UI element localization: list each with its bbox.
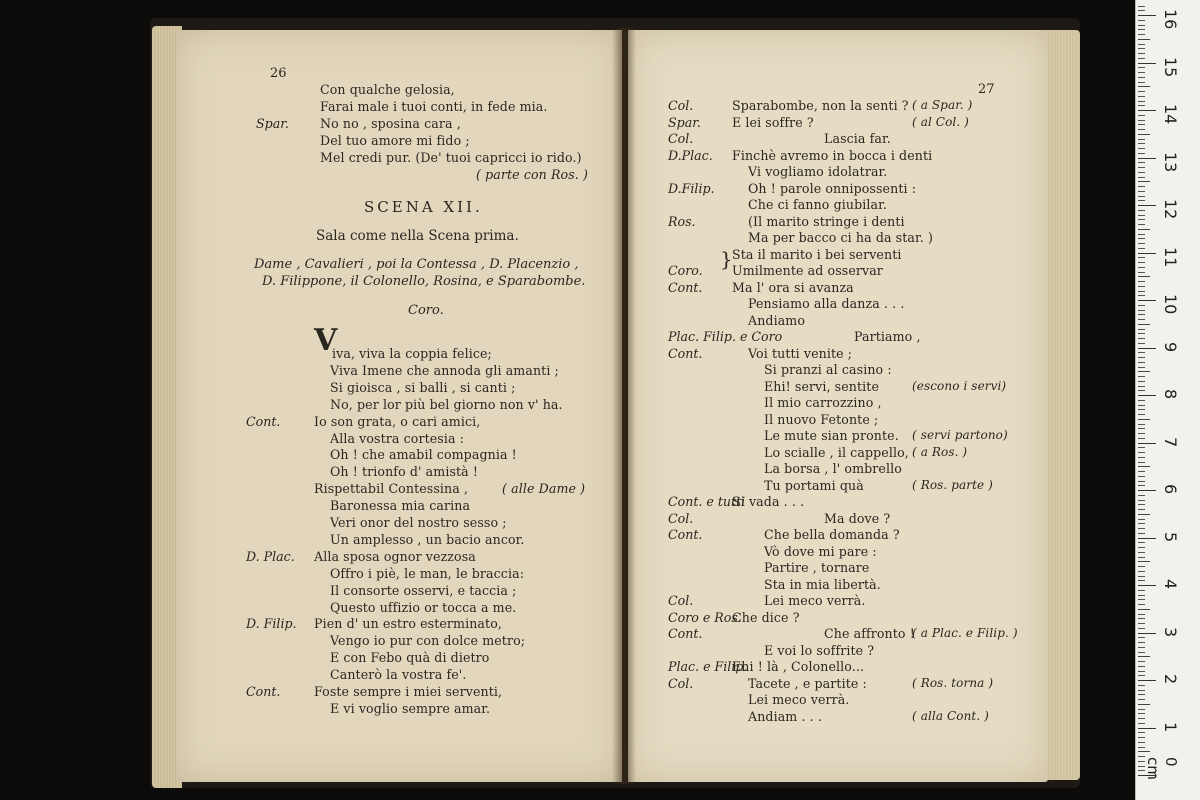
verse-line: Io son grata, o cari amici, [314, 413, 481, 429]
ruler-tick [1138, 438, 1145, 439]
left-page [176, 30, 622, 782]
verse-line: E lei soffre ? [732, 114, 814, 130]
verse-line: Con qualche gelosia, [320, 82, 455, 97]
ruler-number: 9 [1161, 341, 1180, 352]
ruler-tick [1138, 614, 1145, 615]
verse-line: Sta in mia libertà. [764, 576, 881, 592]
verse-line: Il mio carrozzino , [764, 395, 882, 410]
ruler-tick [1138, 443, 1156, 444]
verse-line: Pien d' un estro esterminato, [314, 616, 502, 632]
ruler-tick [1138, 196, 1145, 197]
drop-capital: V [314, 323, 338, 358]
verse-line: Vengo io pur con dolce metro; [330, 633, 526, 649]
ruler-number: 1 [1161, 721, 1180, 732]
speaker-label: Cont. e tutti [668, 494, 746, 509]
ruler-tick [1138, 333, 1145, 334]
ruler-tick [1138, 291, 1145, 292]
ruler-tick [1138, 134, 1150, 135]
speaker-label: Coro. [668, 263, 703, 278]
ruler-tick [1138, 671, 1145, 672]
ruler-tick [1138, 523, 1145, 524]
stage-direction: ( Ros. torna ) [912, 675, 994, 690]
ruler-tick [1138, 58, 1145, 59]
ruler-tick [1138, 139, 1145, 140]
ruler-tick [1138, 623, 1145, 624]
ruler-tick [1138, 72, 1145, 73]
stage-direction: ( a Ros. ) [912, 444, 968, 459]
verse-line: Che affronto ! [824, 626, 915, 641]
ruler-tick [1138, 34, 1145, 35]
ruler-number: 14 [1161, 104, 1180, 125]
verse-line: Lascia far. [824, 131, 891, 146]
ruler-tick [1138, 20, 1145, 21]
ruler-tick [1138, 348, 1156, 349]
ruler-tick [1138, 419, 1150, 420]
ruler-tick [1138, 376, 1145, 377]
ruler-tick [1138, 272, 1145, 273]
verse-line: Mel credi pur. (De' tuoi capricci io rido.) [320, 150, 582, 165]
ruler-tick [1138, 305, 1145, 306]
ruler-tick [1138, 723, 1145, 724]
ruler-tick [1138, 329, 1145, 330]
verse-line: Veri onor del nostro sesso ; [330, 515, 507, 530]
verse-line: Offro i piè, le man, le braccia: [330, 565, 525, 581]
ruler-tick [1138, 495, 1145, 496]
ruler-tick [1138, 476, 1145, 477]
verse-line: E con Febo quà di dietro [330, 650, 490, 666]
ruler-tick [1138, 48, 1145, 49]
ruler-tick [1138, 561, 1150, 562]
ruler-tick [1138, 566, 1145, 567]
ruler-tick [1138, 409, 1145, 410]
ruler-tick [1138, 519, 1145, 520]
ruler-tick [1138, 500, 1145, 501]
ruler-tick [1138, 685, 1145, 686]
ruler-number: 16 [1161, 9, 1180, 30]
right-page [628, 30, 1048, 782]
verse-line: Ma dove ? [824, 510, 891, 526]
ruler-tick [1138, 609, 1150, 610]
ruler-tick [1138, 751, 1150, 752]
ruler-tick [1138, 324, 1150, 325]
ruler-tick [1138, 452, 1145, 453]
ruler-number: 10 [1161, 294, 1180, 315]
verse-line: Umilmente ad osservar [732, 263, 883, 278]
ruler-tick [1138, 713, 1145, 714]
ruler-tick [1138, 595, 1145, 596]
ruler-tick [1138, 462, 1145, 463]
speaker-label: Spar. [256, 116, 289, 131]
stage-direction: ( a Spar. ) [912, 98, 973, 112]
ruler-tick [1138, 433, 1145, 434]
stage-direction: ( servi partono) [912, 428, 1008, 442]
ruler-tick [1138, 694, 1145, 695]
ruler-tick [1138, 675, 1145, 676]
verse-line: Ehi ! là , Colonello... [732, 659, 865, 674]
ruler-tick [1138, 386, 1145, 387]
ruler-tick [1138, 29, 1145, 30]
verse-line: Che ci fanno giubilar. [748, 197, 887, 212]
characters-line: Dame , Cavalieri , poi la Contessa , D. Placenzio , [254, 257, 579, 272]
ruler-number: 8 [1161, 389, 1180, 400]
ruler-tick [1138, 314, 1145, 315]
ruler-tick [1138, 599, 1145, 600]
verse-line: Oh ! che amabil compagnia ! [330, 447, 517, 463]
ruler-tick [1138, 690, 1145, 691]
verse-line: Si vada . . . [732, 494, 805, 509]
verse-line: No, per lor più bel giorno non v' ha. [330, 396, 563, 412]
ruler-tick [1138, 181, 1150, 182]
speaker-label: Col. [668, 593, 694, 608]
speaker-label: D. Plac. [246, 548, 295, 564]
stage-direction: ( alla Cont. ) [912, 708, 989, 723]
ruler-tick [1138, 533, 1145, 534]
ruler-tick [1138, 286, 1145, 287]
speaker-label: Cont. [246, 413, 281, 429]
ruler-tick [1138, 514, 1150, 515]
ruler-tick [1138, 238, 1145, 239]
verse-line: iva, viva la coppia felice; [332, 346, 492, 361]
verse-line: Si gioisca , si balli , si canti ; [330, 379, 516, 395]
verse-line: Alla vostra cortesia : [330, 430, 465, 446]
verse-line: E vi voglio sempre amar. [330, 700, 491, 716]
ruler-tick [1138, 590, 1145, 591]
ruler-tick [1138, 224, 1145, 225]
ruler-tick [1138, 215, 1145, 216]
verse-line: Partire , tornare [764, 560, 870, 575]
verse-line: Del tuo amore mi fido ; [320, 133, 470, 148]
verse-line: Farai male i tuoi conti, in fede mia. [320, 99, 548, 114]
ruler-tick [1138, 737, 1145, 738]
ruler-tick [1138, 6, 1145, 7]
verse-line: Finchè avremo in bocca i denti [732, 147, 933, 163]
ruler-tick [1138, 504, 1145, 505]
verse-line: Alla sposa ognor vezzosa [314, 548, 476, 564]
ruler-tick [1138, 115, 1145, 116]
ruler-tick [1138, 637, 1145, 638]
speaker-label: Spar. [668, 114, 701, 130]
ruler-tick [1138, 257, 1145, 258]
ruler-tick [1138, 110, 1156, 111]
ruler-tick [1138, 186, 1145, 187]
ruler-tick [1138, 732, 1145, 733]
speaker-label: Cont. [668, 527, 703, 542]
ruler-tick [1138, 580, 1145, 581]
ruler-tick [1138, 709, 1145, 710]
ruler-tick [1138, 44, 1145, 45]
ruler-tick [1138, 53, 1145, 54]
ruler-tick [1138, 424, 1145, 425]
verse-line: Sta il marito i bei serventi [732, 246, 902, 262]
ruler-tick [1138, 10, 1145, 11]
ruler-tick [1138, 281, 1145, 282]
ruler-tick [1138, 367, 1145, 368]
ruler-tick [1138, 177, 1145, 178]
verse-line: Voi tutti venite ; [748, 345, 853, 361]
ruler-tick [1138, 319, 1145, 320]
speaker-label: Cont. [668, 279, 703, 295]
verse-line: Pensiamo alla danza . . . [748, 296, 905, 311]
ruler-tick [1138, 680, 1156, 681]
ruler-tick [1138, 509, 1145, 510]
ruler-tick [1138, 362, 1145, 363]
speaker-label: D. Filip. [246, 616, 297, 632]
ruler-number: 5 [1161, 531, 1180, 542]
verse-line: Viva Imene che annoda gli amanti ; [330, 362, 559, 378]
measurement-ruler [1135, 0, 1200, 800]
ruler-tick [1138, 604, 1145, 605]
page-number: 26 [270, 66, 287, 81]
verse-line: Lei meco verrà. [764, 593, 866, 608]
ruler-tick [1138, 576, 1145, 577]
book-gutter [612, 28, 636, 784]
speaker-label: Col. [668, 675, 694, 691]
ruler-tick [1138, 191, 1145, 192]
ruler-tick [1138, 618, 1145, 619]
ruler-tick [1138, 267, 1145, 268]
ruler-tick [1138, 248, 1145, 249]
verse-line: Rispettabil Contessina , [314, 481, 469, 497]
stage-direction: ( parte con Ros. ) [476, 167, 589, 182]
verse-line: Che dice ? [732, 609, 800, 625]
ruler-tick [1138, 381, 1145, 382]
ruler-tick [1138, 63, 1156, 64]
ruler-tick [1138, 666, 1145, 667]
verse-line: Il consorte osservi, e taccia ; [330, 582, 517, 598]
ruler-tick [1138, 82, 1145, 83]
ruler-tick [1138, 647, 1145, 648]
stage-direction: (escono i servi) [912, 378, 1007, 393]
ruler-tick [1138, 428, 1145, 429]
speaker-label: Ros. [668, 213, 696, 229]
ruler-tick [1138, 210, 1145, 211]
ruler-tick [1138, 414, 1145, 415]
ruler-tick [1138, 15, 1156, 16]
verse-line: Oh ! trionfo d' amistà ! [330, 464, 479, 480]
verse-line: Foste sempre i miei serventi, [314, 684, 503, 699]
verse-line: Ma l' ora si avanza [732, 279, 854, 295]
ruler-tick [1138, 571, 1145, 572]
ruler-tick [1138, 628, 1145, 629]
ruler-tick [1138, 357, 1145, 358]
ruler-tick [1138, 457, 1145, 458]
verse-line: Oh ! parole onnipossenti : [748, 180, 917, 196]
ruler-tick [1138, 129, 1145, 130]
speaker-label: Cont. [668, 626, 703, 641]
ruler-tick [1138, 481, 1145, 482]
ruler-tick [1138, 656, 1150, 657]
ruler-tick [1138, 101, 1145, 102]
ruler-tick [1138, 67, 1145, 68]
ruler-tick [1138, 25, 1145, 26]
verse-line: Sparabombe, non la senti ? [732, 98, 909, 113]
ruler-tick [1138, 229, 1150, 230]
scene-title: SCENA XII. [364, 198, 483, 216]
ruler-number: 11 [1161, 246, 1180, 267]
ruler-tick [1138, 91, 1145, 92]
ruler-tick [1138, 395, 1156, 396]
ruler-tick [1138, 153, 1145, 154]
chorus-brace: } [720, 246, 733, 271]
ruler-tick [1138, 343, 1145, 344]
ruler-tick [1138, 148, 1145, 149]
ruler-tick [1138, 699, 1145, 700]
ruler-number: 2 [1161, 674, 1180, 685]
ruler-number: 4 [1161, 579, 1180, 590]
ruler-tick [1138, 547, 1145, 548]
speaker-label: Col. [668, 131, 694, 146]
speaker-label: Cont. [668, 345, 703, 361]
ruler-number: 15 [1161, 56, 1180, 77]
ruler-tick [1138, 447, 1145, 448]
ruler-tick [1138, 528, 1145, 529]
verse-line: Vò dove mi pare : [764, 543, 877, 559]
ruler-number: 6 [1161, 484, 1180, 495]
stage-direction: ( al Col. ) [912, 114, 969, 129]
verse-line: Canterò la vostra fe'. [330, 667, 467, 683]
ruler-tick [1138, 172, 1145, 173]
ruler-number: 12 [1161, 199, 1180, 220]
ruler-tick [1138, 661, 1145, 662]
ruler-tick [1138, 633, 1156, 634]
ruler-tick [1138, 262, 1145, 263]
ruler-tick [1138, 96, 1145, 97]
verse-line: Lo scialle , il cappello, [764, 444, 909, 460]
ruler-tick [1138, 390, 1145, 391]
speaker-label: Plac. Filip. e Coro [668, 329, 783, 344]
stage-direction: ( a Plac. e Filip. ) [912, 626, 1018, 640]
verse-line: Tu portami quà [764, 477, 864, 493]
ruler-tick [1138, 338, 1145, 339]
page-number: 27 [978, 82, 995, 97]
ruler-number: 13 [1161, 151, 1180, 172]
ruler-tick [1138, 86, 1150, 87]
verse-line: E voi lo soffrite ? [764, 642, 875, 658]
ruler-tick [1138, 652, 1145, 653]
speaker-label: Plac. e Filip. [668, 659, 748, 674]
verse-line: Le mute sian pronte. [764, 428, 899, 443]
ruler-tick [1138, 77, 1145, 78]
verse-line: Si pranzi al casino : [764, 362, 892, 377]
scene-setting: Sala come nella Scena prima. [316, 228, 519, 244]
verse-line: Vi vogliamo idolatrar. [748, 164, 888, 179]
chorus-heading: Coro. [408, 303, 444, 318]
ruler-tick [1138, 124, 1145, 125]
ruler-tick [1138, 704, 1150, 705]
ruler-tick [1138, 557, 1145, 558]
ruler-tick [1138, 243, 1145, 244]
verse-line: (Il marito stringe i denti [748, 213, 905, 229]
ruler-tick [1138, 552, 1145, 553]
ruler-tick [1138, 234, 1145, 235]
ruler-tick [1138, 400, 1145, 401]
speaker-label: D.Filip. [668, 180, 715, 196]
verse-line: Il nuovo Fetonte ; [764, 411, 879, 427]
verse-line: Tacete , e partite : [748, 675, 867, 691]
ruler-number: 7 [1161, 436, 1180, 447]
ruler-tick [1138, 300, 1156, 301]
verse-line: Questo uffizio or tocca a me. [330, 599, 517, 615]
ruler-tick [1138, 167, 1145, 168]
speaker-label: D.Plac. [668, 147, 713, 163]
verse-line: La borsa , l' ombrello [764, 461, 902, 476]
ruler-tick [1138, 310, 1145, 311]
verse-line: No no , sposina cara , [320, 116, 461, 131]
speaker-label: Col. [668, 98, 694, 113]
verse-line: Ma per bacco ci ha da star. ) [748, 230, 933, 245]
characters-line: D. Filippone, il Colonello, Rosina, e Sparabombe. [262, 274, 586, 289]
verse-line: Partiamo , [854, 329, 921, 344]
ruler-tick [1138, 276, 1150, 277]
speaker-label: Col. [668, 510, 694, 526]
ruler-tick [1138, 538, 1156, 539]
ruler-tick [1138, 219, 1145, 220]
ruler-tick [1138, 162, 1145, 163]
ruler-tick [1138, 728, 1156, 729]
ruler-tick [1138, 39, 1150, 40]
ruler-tick [1138, 295, 1145, 296]
verse-line: Andiam . . . [748, 708, 822, 724]
ruler-number: 3 [1161, 626, 1180, 637]
ruler-tick [1138, 718, 1145, 719]
ruler-tick [1138, 742, 1145, 743]
ruler-tick [1138, 200, 1145, 201]
ruler-tick [1138, 105, 1145, 106]
speaker-label: Cont. [246, 684, 281, 699]
ruler-tick [1138, 747, 1145, 748]
ruler-tick [1138, 466, 1150, 467]
ruler-tick [1138, 471, 1145, 472]
stage-direction: ( Ros. parte ) [912, 477, 993, 492]
verse-line: Che bella domanda ? [764, 527, 900, 542]
verse-line: Baronessa mia carina [330, 498, 471, 514]
ruler-tick [1138, 371, 1150, 372]
ruler-tick [1138, 585, 1156, 586]
ruler-tick [1138, 253, 1156, 254]
ruler-tick [1138, 352, 1145, 353]
speaker-label: Coro e Ros. [668, 609, 742, 625]
verse-line: Andiamo [748, 312, 806, 328]
ruler-tick [1138, 490, 1156, 491]
verse-line: Lei meco verrà. [748, 692, 850, 707]
ruler-tick [1138, 158, 1156, 159]
verse-line: Un amplesso , un bacio ancor. [330, 531, 525, 547]
ruler-tick [1138, 120, 1145, 121]
ruler-unit-label: 0 cm [1144, 757, 1180, 780]
ruler-tick [1138, 205, 1156, 206]
ruler-tick [1138, 485, 1145, 486]
verse-line: Ehi! servi, sentite [764, 378, 880, 394]
ruler-tick [1138, 542, 1145, 543]
ruler-tick [1138, 405, 1145, 406]
stage-direction: ( alle Dame ) [502, 481, 586, 497]
ruler-tick [1138, 143, 1145, 144]
ruler-tick [1138, 642, 1145, 643]
